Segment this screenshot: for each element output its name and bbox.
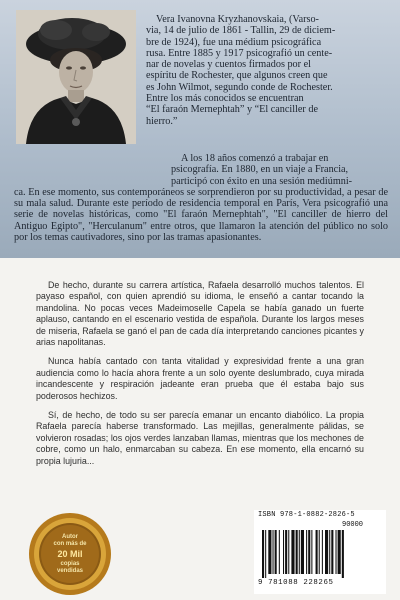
seal-line: Autor xyxy=(62,534,78,540)
bio-line: A los 18 años comenzó a trabajar en xyxy=(181,153,329,164)
barcode-bar xyxy=(288,530,289,574)
bio-line: espíritu de Rochester, que algunos creen que xyxy=(146,70,328,82)
bio-line: Entre los más conocidos se encuentran xyxy=(146,93,304,105)
barcode-bar xyxy=(279,530,280,574)
bio-line: es John Wilmot, segundo conde de Rochester. xyxy=(146,81,333,93)
barcode-bar xyxy=(291,530,294,574)
bio-line: hierro.” xyxy=(146,115,178,127)
bio-line: “El faraón Mernephtah” y “El canciller de xyxy=(146,104,318,116)
bio-line: psicografía. En 1880, en un viaje a Francia, xyxy=(171,164,349,176)
barcode-bar xyxy=(329,530,330,574)
barcode-bar xyxy=(265,530,266,578)
barcode-bar xyxy=(273,530,274,574)
excerpt-paragraph: De hecho, durante su carrera artística, Rafaela desarrolló muchos talentos. El payaso español, con quien aprendió su idioma, le enseñó a cantar tocando la mandolina. No pocas veces Madeimoselle Capela se había ganado un fuerte aplauso, cantando en el escenario vestida de española. Durante los largos meses de miseria, Rafaela se ganó el pan de cada día interpretando canciones picantes y arias napolitanas. xyxy=(36,280,364,348)
barcode-bar xyxy=(275,530,277,574)
barcode-bar xyxy=(336,530,337,574)
isbn-label: ISBN 978-1-0882-2826-5 xyxy=(258,511,355,519)
barcode-bar xyxy=(306,530,307,574)
price-code: 90000 xyxy=(342,521,364,529)
seal-line: con más de xyxy=(53,541,87,547)
excerpt-paragraph: Nunca había cantado con tanta vitalidad y expresividad frente a una gran audiencia como lo hacía ahora frente a un solo oyente deslumbrado, cuya mirada incandescente y respiración jadeante eran prueba que él estaba bajo sus poderosos hechizos. xyxy=(36,356,364,401)
seal-line: vendidas xyxy=(56,568,83,574)
barcode-bar xyxy=(342,530,344,578)
barcode-bar xyxy=(331,530,333,574)
bestseller-seal-text xyxy=(28,512,112,596)
barcode-bar xyxy=(296,530,298,574)
barcode-number: 9 781088 228265 xyxy=(258,579,334,587)
barcode-bar xyxy=(319,530,320,574)
bio-continuation: ca. En ese momento, sus contemporáneos se sorprendieron por su productividad, a pesar de su mala salud. Durante este período de residencia temporal en París, Vera psicografió una serie de novelas históricas, como "El faraón Mernephtah", "El canciller de hierro del Antiguo Egipto", "Herculanum" entre otros, que llamaron la atención del público no solo por los temas cautivadores, sino por las tramas apasionantes. xyxy=(14,186,388,244)
barcode-bar xyxy=(301,530,304,574)
bio-line: participó con éxito en una sesión mediúmni- xyxy=(171,175,353,187)
barcode-bar xyxy=(338,530,341,574)
barcode-bar xyxy=(325,530,328,574)
bio-line: rusa. Entre 1885 y 1917 psicografió un cente- xyxy=(146,47,333,59)
barcode-bar xyxy=(311,530,312,574)
bio-line: via, 14 de julio de 1861 - Tallin, 29 de diciem- xyxy=(146,25,336,37)
author-portrait xyxy=(16,10,136,144)
barcode-bar xyxy=(316,530,318,574)
barcode-bar xyxy=(308,530,310,574)
bio-line: Vera Ivanovna Kryzhanovskaia, (Varso- xyxy=(156,14,319,25)
barcode-bar xyxy=(322,530,323,574)
barcode-bars xyxy=(258,530,382,578)
biography-paragraph-1 xyxy=(146,14,386,127)
barcode-bar xyxy=(283,530,284,574)
barcode-bar xyxy=(262,530,264,578)
barcode-bar xyxy=(268,530,271,574)
barcode-bar xyxy=(285,530,287,574)
biography-paragraph-2 xyxy=(14,153,388,243)
excerpt-paragraph: Sí, de hecho, de todo su ser parecía emanar un encanto diabólico. La propia Rafaela parecía haberse transformado. Las mejillas, generalmente pálidas, se volvieron rosadas; los ojos verdes lanzaban llamas, mientras que los mechones de cobre, como un halo, enmarcaban su cabeza. En ese momento, ella encarnó su propia lujuria... xyxy=(36,410,364,466)
bio-line: bre de 1924), fue una médium psicográfica xyxy=(146,36,322,48)
seal-line: 20 Mil xyxy=(57,549,83,559)
bio-line: nar de novelas y cuentos firmados por el xyxy=(146,59,311,71)
seal-line: copias xyxy=(60,561,80,567)
book-excerpt xyxy=(36,280,364,475)
barcode-bar xyxy=(299,530,300,574)
